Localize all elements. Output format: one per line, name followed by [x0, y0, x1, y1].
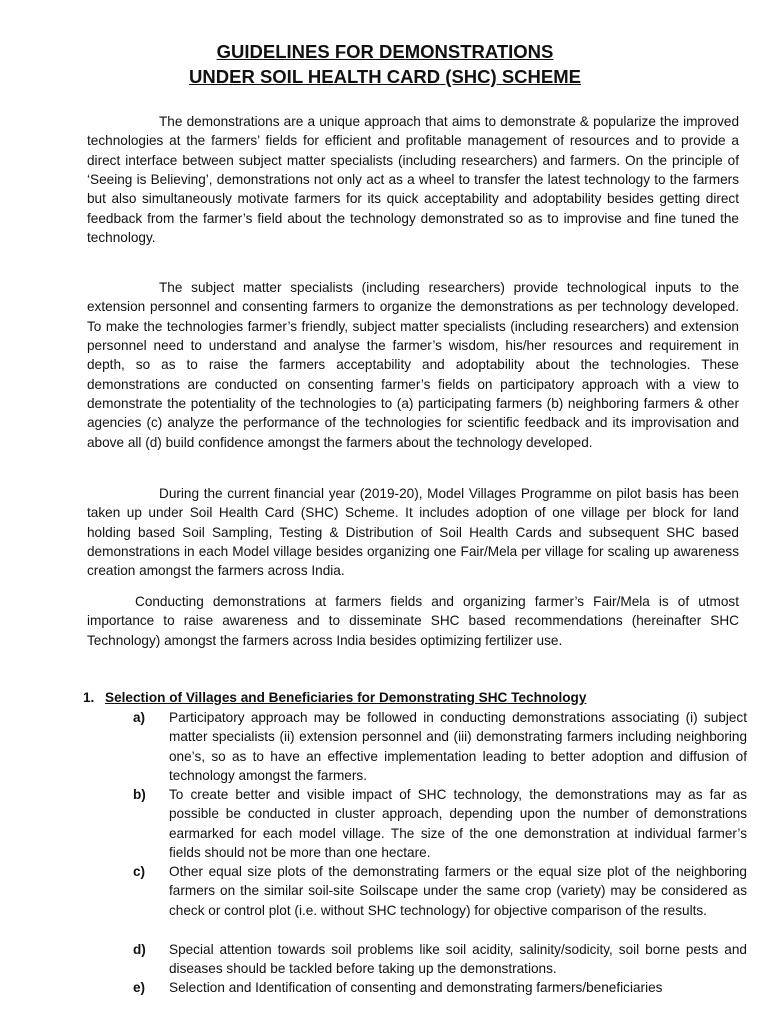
document-title-line-1: GUIDELINES FOR DEMONSTRATIONS	[216, 41, 554, 62]
intro-paragraph-2: The subject matter specialists (including researchers) provide technological inputs to the extension personnel and consenting farmers to organize the demonstrations as per technology developed. To make the technologies farmer’s friendly, subject matter specialists (including researchers) and extension personnel need to understand and analyse the farmer’s wisdom, his/her resources and requirement in depth, so as to raise the farmers acceptability and adoptability about the technologies. These demonstrations are conducted on consenting farmer’s fields on participatory approach with a view to demonstrate the potentiality of the technologies to (a) participating farmers (b) neighboring farmers & other agencies (c) analyze the performance of the technologies for scientific feedback and its improvisation and above all (d) build confidence amongst the farmers about the technology developed.	[87, 280, 739, 450]
list-item-label: c)	[133, 864, 146, 879]
section-1-heading	[83, 688, 743, 707]
section-1-title: Selection of Villages and Beneficiaries for Demonstrating SHC Technology	[105, 690, 587, 705]
section-1-number: 1.	[83, 690, 95, 705]
intro-paragraph-4: Conducting demonstrations at farmers fields and organizing farmer’s Fair/Mela is of utmost importance to raise awareness and to disseminate SHC based recommendations (hereinafter SHC Technology) amongst the farmers across India besides optimizing fertilizer use.	[87, 594, 739, 648]
list-item-text: To create better and visible impact of SHC technology, the demonstrations may as far as possible be conducted in cluster approach, depending upon the number of demonstrations earmarked for each model village. The size of the one demonstration at individual farmer’s fields should not be more than one hectare.	[169, 787, 747, 861]
list-item-label: e)	[133, 980, 146, 995]
intro-paragraph-1: The demonstrations are a unique approach that aims to demonstrate & popularize the improved technologies at the farmers’ fields for efficient and profitable management of resources and to provide a direct interface between subject matter specialists (including researchers) and farmers. On the principle of ‘Seeing is Believing’, demonstrations not only act as a wheel to transfer the latest technology to the farmers but also simultaneously motivate farmers for its quick acceptability and adoptability besides getting direct feedback from the farmer’s field about the technology demonstrated so as to improvise and fine tuned the technology.	[87, 114, 739, 246]
list-item-text: Selection and Identification of consenting and demonstrating farmers/beneficiaries	[169, 980, 663, 995]
list-item-label: d)	[133, 942, 146, 957]
document-title-line-2: UNDER SOIL HEALTH CARD (SHC) SCHEME	[189, 66, 581, 87]
list-item-label: b)	[133, 787, 146, 802]
list-item-text: Special attention towards soil problems like soil acidity, salinity/sodicity, soil borne pests and diseases should be tackled before taking up the demonstrations.	[169, 942, 747, 977]
list-item-text: Other equal size plots of the demonstrating farmers or the equal size plot of the neighboring farmers on the similar soil-site Soilscape under the same crop (variety) may be considered as check or control plot (i.e. without SHC technology) for objective comparison of the results.	[169, 864, 747, 918]
intro-paragraph-3: During the current financial year (2019-20), Model Villages Programme on pilot basis has been taken up under Soil Health Card (SHC) Scheme. It includes adoption of one village per block for land holding based Soil Sampling, Testing & Distribution of Soil Health Cards and subsequent SHC based demonstrations in each Model village besides organizing one Fair/Mela per village for scaling up awareness creation amongst the farmers across India.	[87, 486, 739, 579]
list-item-text: Participatory approach may be followed in conducting demonstrations associating (i) subject matter specialists (ii) extension personnel and (iii) demonstrating farmers including neighboring one’s, so as to have an effective implementation leading to better adoption and diffusion of technology amongst the farmers.	[169, 710, 747, 784]
list-item-label: a)	[133, 710, 146, 725]
